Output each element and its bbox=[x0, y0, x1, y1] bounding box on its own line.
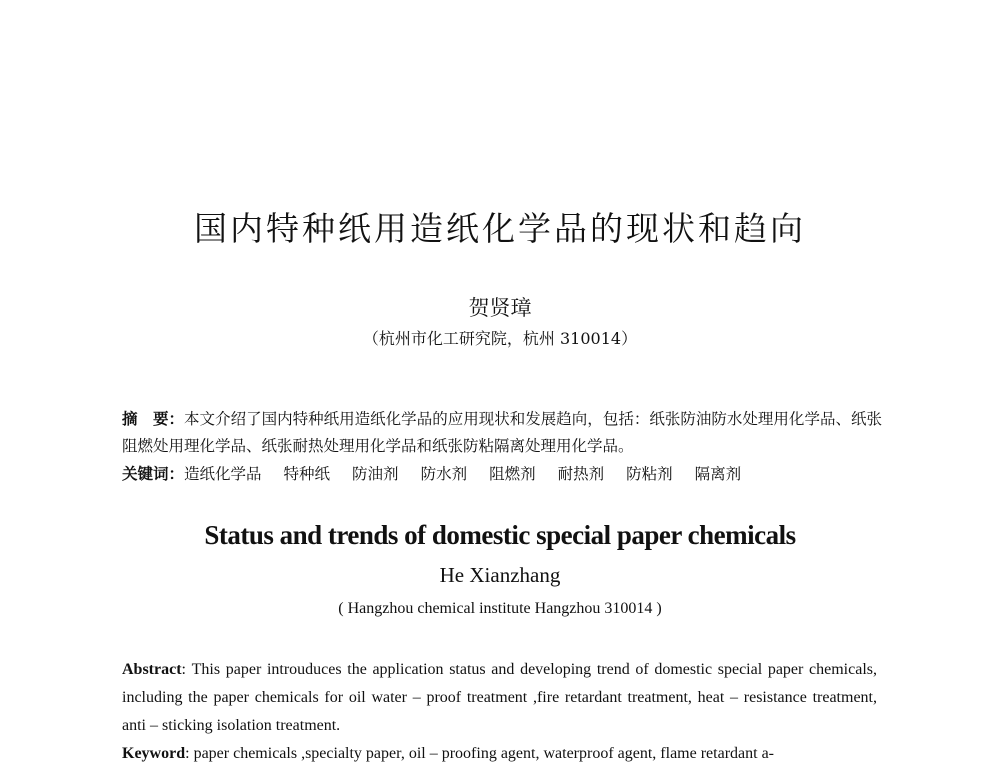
chinese-abstract-label: 摘 要： bbox=[122, 409, 185, 428]
chinese-abstract bbox=[122, 405, 882, 460]
keyword-item: 造纸化学品 bbox=[184, 465, 262, 483]
chinese-author: 贺贤璋 bbox=[468, 296, 532, 320]
english-author: He Xianzhang bbox=[439, 563, 561, 587]
english-title: Status and trends of domestic special paper chemicals bbox=[204, 520, 796, 550]
keyword-item: 防粘剂 bbox=[626, 465, 673, 483]
english-keyword-label: Keyword bbox=[122, 745, 186, 762]
keyword-item: 防水剂 bbox=[420, 465, 468, 483]
chinese-abstract-text: 本文介绍了国内特种纸用造纸化学品的应用现状和发展趋向，包括：纸张防油防水处理用化学品、纸张阻燃处用理化学品、纸张耐热处理用化学品和纸张防粘隔离处理用化学品。 bbox=[122, 410, 882, 455]
keyword-item: 隔离剂 bbox=[694, 465, 742, 483]
chinese-keywords-label: 关键词： bbox=[122, 464, 185, 483]
keyword-item: 耐热剂 bbox=[557, 465, 605, 483]
chinese-title: 国内特种纸用造纸化学品的现状和趋向 bbox=[194, 209, 806, 248]
english-keyword-text: paper chemicals ,specialty paper, oil – proofing agent, waterproof agent, flame retardant a- bbox=[193, 745, 774, 762]
english-affiliation: ( Hangzhou chemical institute Hangzhou 310014 ) bbox=[338, 600, 662, 617]
keyword-item: 防油剂 bbox=[352, 465, 399, 483]
english-keyword: Keyword: paper chemicals ,specialty paper, oil – proofing agent, waterproof agent, flame retardant a- bbox=[122, 745, 774, 762]
chinese-keywords bbox=[122, 460, 882, 488]
keyword-item: 特种纸 bbox=[283, 465, 331, 483]
english-abstract-label: Abstract bbox=[122, 661, 182, 678]
keyword-item: 阻燃剂 bbox=[489, 465, 536, 483]
chinese-affiliation: （杭州市化工研究院，杭州 310014） bbox=[362, 329, 638, 348]
english-abstract-text: This paper introuduces the application status and developing trend of domestic special paper chemicals, including the paper chemicals for oil water – proof treatment ,fire retardant treatment, heat – resistance treatment, anti – sticking isolation treatment. bbox=[122, 661, 877, 734]
english-abstract: Abstract: This paper introuduces the application status and developing trend of domestic special paper chemicals, including the paper chemicals for oil water – proof treatment ,fire retardant treatment, heat – resistance treatment, anti – sticking isolation treatment. bbox=[122, 661, 877, 734]
